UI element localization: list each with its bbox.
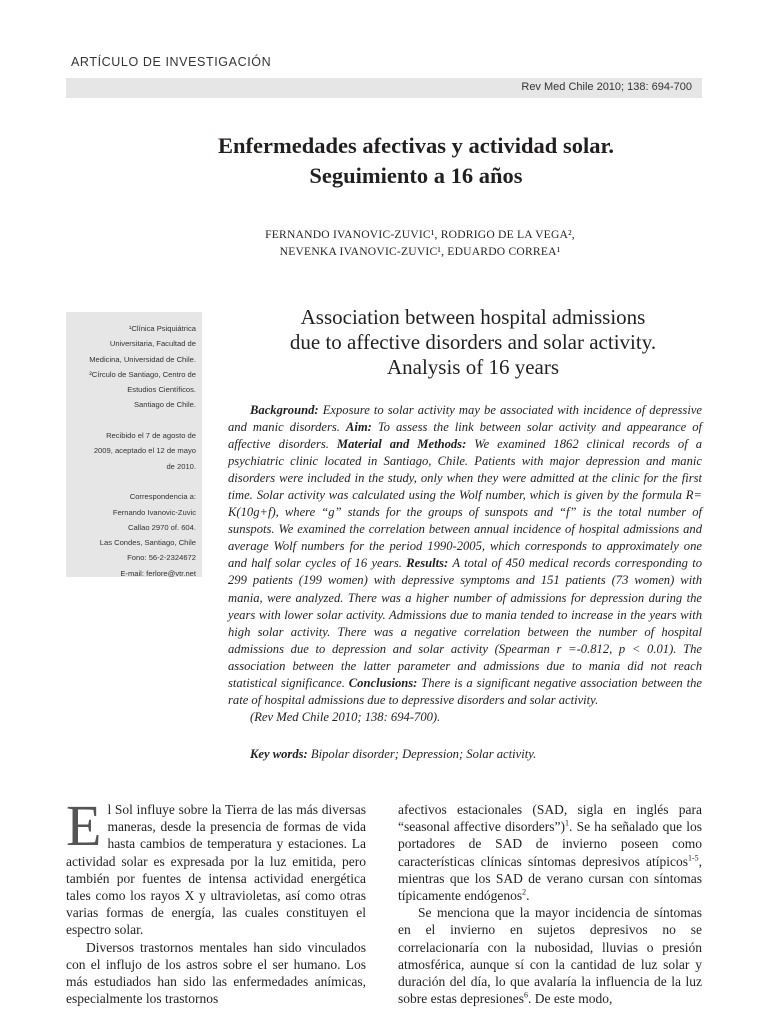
p3-text-c: , mientras que los SAD de verano cursan con síntomas típicamente endógenos xyxy=(398,853,702,904)
results-label: Results: xyxy=(406,556,449,571)
affiliations xyxy=(66,321,196,413)
ref-1: 1 xyxy=(565,818,570,828)
results-text: A total of 450 medical records corresponding to 299 patients (199 women) with depressive symptoms and 151 patients (73 women) with mania, were analyzed. There was a higher number of admissions for depression during the years with lower solar activity. Admissions due to mania tended to increase in the years with high solar activity. There was a negative correlation between the number of hospital admissions due to depression and solar activity (Spearman r =-0.812, p < 0.01). The association between the latter parameter and admissions due to mania did not reach statistical significance. xyxy=(228,556,702,690)
sidebar-text xyxy=(66,321,196,596)
body-paragraph-1 xyxy=(66,793,366,939)
received-a: Recibido el 7 de agosto de xyxy=(106,431,196,441)
correspondence xyxy=(66,489,196,581)
body-paragraph-1-text: l Sol influye sobre la Tierra de las más diversas maneras, desde la presencia de formas de vida hasta cambios de temperatura y estaciones. La actividad solar es expresada por la luz emitida, pero también por fuentes de intensa actividad energética tales como los rayos X y ultravioletas, así como otras varias formas de energía, las cuales constituyen el espectro solar. xyxy=(66,802,366,938)
section-label: ARTÍCULO DE INVESTIGACIÓN xyxy=(71,55,272,69)
correspondence-address-1: Callao 2970 of. 604. xyxy=(128,522,196,532)
methods-text: We examined 1862 clinical records of a psychiatric clinic located in Santiago, Chile. Patients with major depression and manic disorders were included in the study, only when they were admitted at the clinic for the first time. Solar activity was calculated using the Wolf number, which is given by the formula R= K(10g+f), where “g” stands for the groups of sunspots and “f” is the total number of sunspots. We examined the correlation between annual incidence of hospital admissions and average Wolf numbers for the period 1990-2005, which corresponds to approximately one and half solar cycles of 16 years. xyxy=(228,437,702,571)
p4-text-a: Se menciona que la mayor incidencia de síntomas en el invierno en sujetos depresivos no se correlacionaría con la nubosidad, lluvias o presión atmosférica, aunque sí con la cantidad de luz solar y duración del día, lo que avalaría la influencia de la luz sobre estas depresiones xyxy=(398,905,702,1007)
english-title-line-3: Analysis of 16 years xyxy=(386,355,560,379)
keywords-label: Key words: xyxy=(250,747,308,761)
aim-label: Aim: xyxy=(345,420,372,435)
p3-text-b: . Se ha señalado que los portadores de SAD de invierno poseen como características clínicas síntomas depresivos atípicos xyxy=(398,819,703,869)
p4-text-b: . De este modo, xyxy=(527,991,613,1007)
ref-3: 2 xyxy=(522,887,527,897)
affiliation-2a: ²Círculo de Santiago, Centro de xyxy=(89,369,196,379)
title-line-2: Seguimiento a 16 años xyxy=(309,163,523,188)
ref-4: 6 xyxy=(523,990,528,1000)
background-text: Exposure to solar activity may be associated with incidence of depressive and manic disorders. xyxy=(228,403,702,435)
body-paragraph-4 xyxy=(398,904,702,1007)
conclusions-text: There is a significant negative association between the rate of hospital admissions due to depressive disorders and solar activity. xyxy=(228,675,702,707)
body-paragraph-2: Diversos trastornos mentales han sido vinculados con el influjo de los astros sobre el ser humano. Los más estudiados han sido las enfermedades anímicas, especialmente los trastornos xyxy=(66,939,366,1007)
journal-citation: Rev Med Chile 2010; 138: 694-700 xyxy=(521,81,692,93)
correspondence-label: Correspondencia a: xyxy=(129,492,196,502)
received-b: 2009, aceptado el 12 de mayo xyxy=(93,446,196,456)
aim-text: To assess the link between solar activity and appearance of affective disorders. xyxy=(228,420,702,452)
citation-bar xyxy=(66,78,702,98)
body-column-2 xyxy=(398,801,702,1007)
p3-text-a: afectivos estacionales (SAD, sigla en inglés para “seasonal affective disorders”) xyxy=(398,802,702,835)
ref-2: 1-5 xyxy=(687,853,699,863)
english-title-line-1: Association between hospital admissions xyxy=(300,305,646,329)
received-dates xyxy=(66,428,196,474)
english-title xyxy=(238,305,708,380)
affiliation-2b: Estudios Científicos. xyxy=(127,385,196,395)
keywords xyxy=(250,747,536,762)
title-line-1: Enfermedades afectivas y actividad solar. xyxy=(217,133,614,158)
body-paragraph-3 xyxy=(398,801,702,904)
keywords-text: Bipolar disorder; Depression; Solar activity. xyxy=(310,747,537,761)
correspondence-address-2: Las Condes, Santiago, Chile xyxy=(99,538,196,548)
drop-cap: E xyxy=(66,793,102,858)
methods-label: Material and Methods: xyxy=(336,437,467,452)
author-list xyxy=(200,226,640,260)
conclusions-label: Conclusions: xyxy=(348,675,418,690)
received-c: de 2010. xyxy=(166,461,196,471)
background-label: Background: xyxy=(250,403,319,417)
affiliation-1b: Universitaria, Facultad de xyxy=(109,339,196,349)
correspondence-name: Fernando Ivanovic-Zuvic xyxy=(112,507,196,517)
abstract-citation: (Rev Med Chile 2010; 138: 694-700). xyxy=(250,709,441,724)
correspondence-phone: Fono: 56-2-2324672 xyxy=(127,553,196,563)
article-title xyxy=(160,131,672,191)
english-title-line-2: due to affective disorders and solar activity. xyxy=(289,330,657,354)
body-column-1 xyxy=(66,793,366,1007)
affiliation-2c: Santiago de Chile. xyxy=(133,400,196,410)
abstract xyxy=(228,402,702,726)
authors-line-2: NEVENKA IVANOVIC-ZUVIC¹, EDUARDO CORREA¹ xyxy=(279,245,561,258)
authors-line-1: FERNANDO IVANOVIC-ZUVIC¹, RODRIGO DE LA VEGA², xyxy=(265,228,575,241)
affiliation-1a: ¹Clínica Psiquiátrica xyxy=(128,324,196,333)
affiliation-1c: Medicina, Universidad de Chile. xyxy=(89,354,196,364)
p3-text-d: . xyxy=(526,888,530,904)
correspondence-email[interactable]: E-mail: ferlore@vtr.net xyxy=(120,568,196,578)
